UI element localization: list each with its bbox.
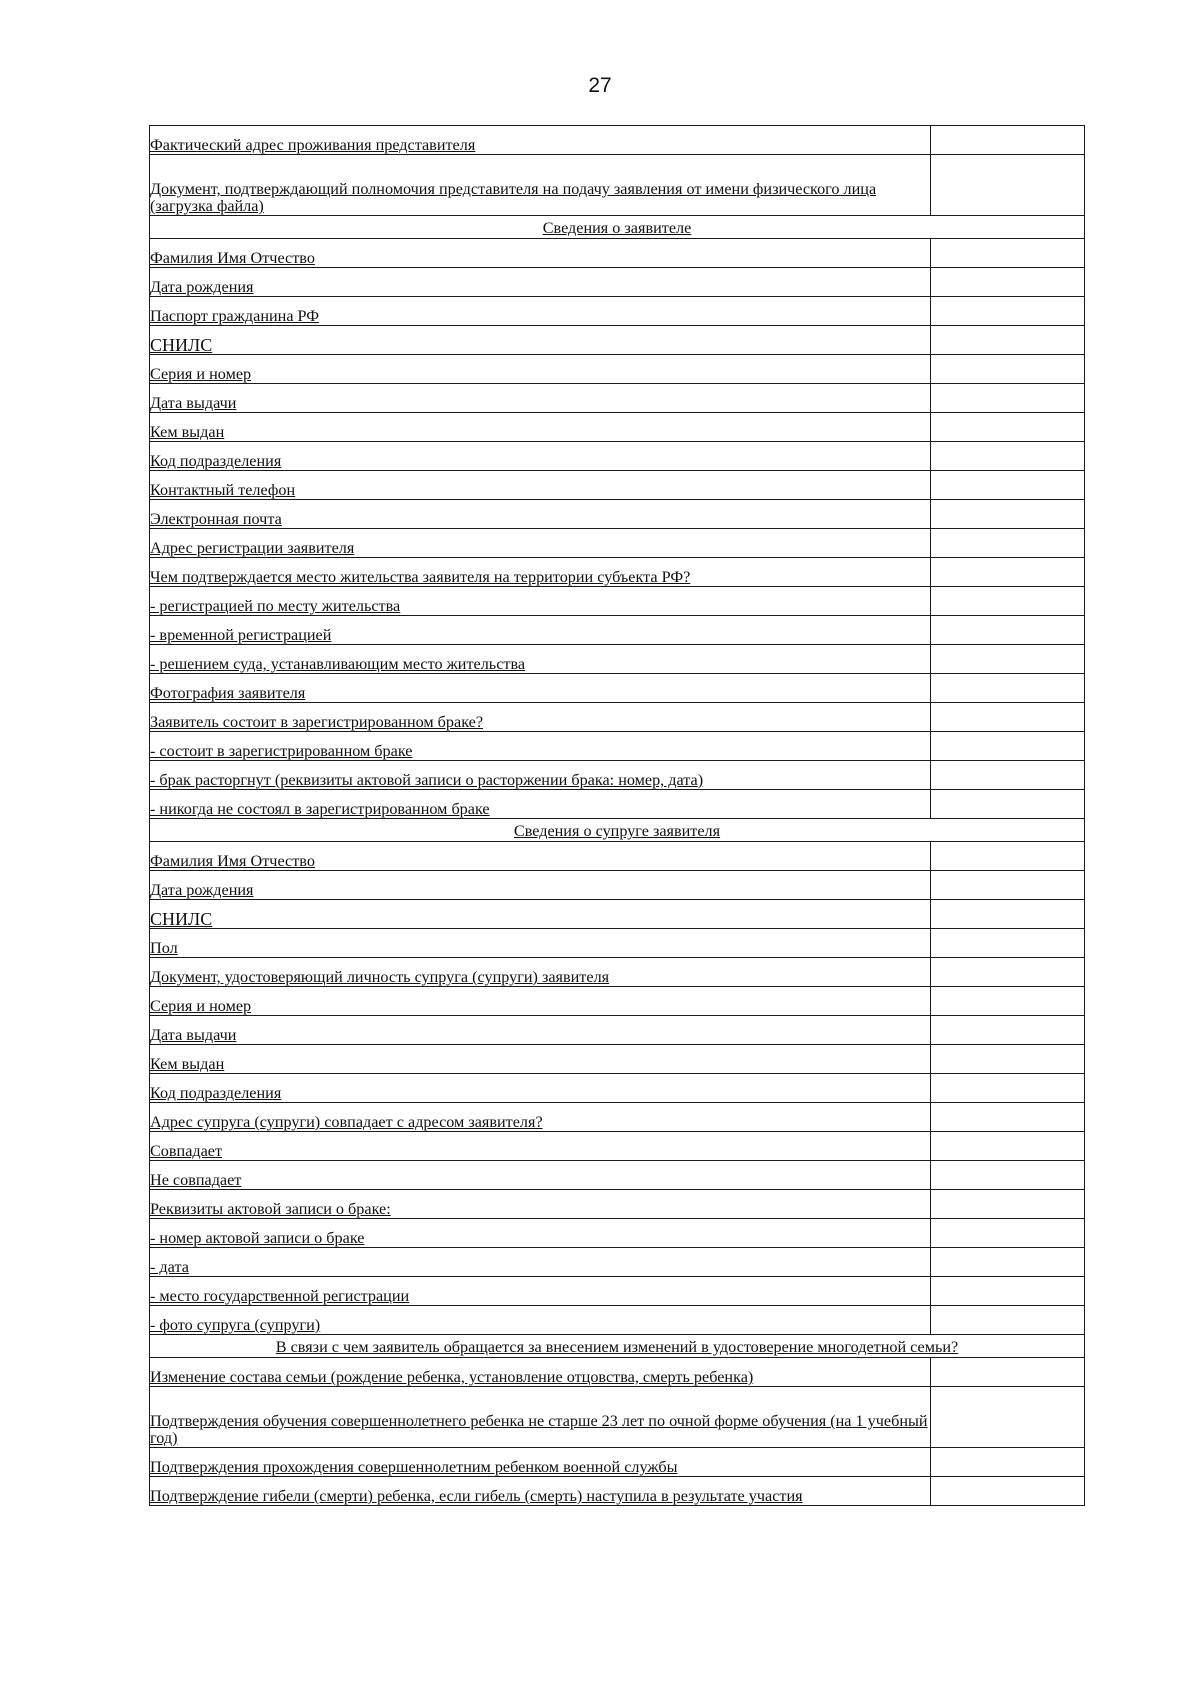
field-value-cell[interactable] xyxy=(931,900,1085,929)
field-label: Чем подтверждается место жительства заявителя на территории субъекта РФ? xyxy=(150,568,691,586)
field-label-cell xyxy=(150,471,931,500)
application-form-table xyxy=(149,125,1085,1506)
form-row xyxy=(150,500,1085,529)
field-value-cell[interactable] xyxy=(931,1190,1085,1219)
field-label-cell xyxy=(150,900,931,929)
field-label: - дата xyxy=(150,1258,189,1276)
field-value-cell[interactable] xyxy=(931,732,1085,761)
page-number: 27 xyxy=(588,74,612,97)
field-value-cell[interactable] xyxy=(931,1103,1085,1132)
form-row xyxy=(150,761,1085,790)
form-row xyxy=(150,1248,1085,1277)
field-value-cell[interactable] xyxy=(931,355,1085,384)
field-label: Фамилия Имя Отчество xyxy=(150,249,315,267)
field-value-cell[interactable] xyxy=(931,958,1085,987)
field-label: Контактный телефон xyxy=(150,481,296,499)
field-value-cell[interactable] xyxy=(931,987,1085,1016)
field-value-cell[interactable] xyxy=(931,1161,1085,1190)
field-label: - регистрацией по месту жительства xyxy=(150,597,401,615)
field-label-cell xyxy=(150,703,931,732)
field-label: Не совпадает xyxy=(150,1171,242,1189)
field-label: - решением суда, устанавливающим место жительства xyxy=(150,655,526,673)
field-label: Кем выдан xyxy=(150,1055,225,1073)
field-label: Фотография заявителя xyxy=(150,684,306,702)
field-label-cell xyxy=(150,1448,931,1477)
form-row xyxy=(150,239,1085,268)
field-value-cell[interactable] xyxy=(931,268,1085,297)
field-label: Дата рождения xyxy=(150,278,254,296)
field-label: Код подразделения xyxy=(150,452,282,470)
form-row xyxy=(150,1448,1085,1477)
field-label-cell xyxy=(150,1132,931,1161)
field-label-cell xyxy=(150,155,931,216)
field-label: Фактический адрес проживания представителя xyxy=(150,136,476,154)
field-label-cell xyxy=(150,268,931,297)
field-label-cell xyxy=(150,958,931,987)
field-label: Серия и номер xyxy=(150,997,252,1015)
form-row xyxy=(150,1045,1085,1074)
field-label: Пол xyxy=(150,939,178,957)
field-value-cell[interactable] xyxy=(931,413,1085,442)
field-label: Реквизиты актовой записи о браке: xyxy=(150,1200,391,1218)
field-label-cell xyxy=(150,500,931,529)
field-label-cell xyxy=(150,761,931,790)
field-label: - никогда не состоял в зарегистрированном браке xyxy=(150,800,490,818)
form-row xyxy=(150,326,1085,355)
field-value-cell[interactable] xyxy=(931,1448,1085,1477)
field-label: Код подразделения xyxy=(150,1084,282,1102)
field-label: Адрес супруга (супруги) совпадает с адресом заявителя? xyxy=(150,1113,543,1131)
field-value-cell[interactable] xyxy=(931,126,1085,155)
field-label: - номер актовой записи о браке xyxy=(150,1229,365,1247)
field-label: Документ, удостоверяющий личность супруга (супруги) заявителя xyxy=(150,968,610,986)
field-label-cell xyxy=(150,384,931,413)
field-label: - брак расторгнут (реквизиты актовой записи о расторжении брака: номер, дата) xyxy=(150,771,704,789)
field-value-cell[interactable] xyxy=(931,558,1085,587)
form-row xyxy=(150,155,1085,216)
form-row xyxy=(150,645,1085,674)
form-row xyxy=(150,703,1085,732)
field-value-cell[interactable] xyxy=(931,1219,1085,1248)
form-row xyxy=(150,1016,1085,1045)
form-row xyxy=(150,384,1085,413)
field-value-cell[interactable] xyxy=(931,1477,1085,1506)
form-row xyxy=(150,1190,1085,1219)
field-value-cell[interactable] xyxy=(931,587,1085,616)
field-label-cell xyxy=(150,616,931,645)
form-row xyxy=(150,842,1085,871)
field-label-cell xyxy=(150,297,931,326)
field-label-cell xyxy=(150,929,931,958)
form-row xyxy=(150,297,1085,326)
form-row xyxy=(150,558,1085,587)
field-label-cell xyxy=(150,1219,931,1248)
field-label-cell xyxy=(150,558,931,587)
field-label-cell xyxy=(150,674,931,703)
form-row xyxy=(150,900,1085,929)
field-label: - место государственной регистрации xyxy=(150,1287,410,1305)
field-label-cell xyxy=(150,239,931,268)
field-label: Заявитель состоит в зарегистрированном браке? xyxy=(150,713,484,731)
form-row xyxy=(150,732,1085,761)
form-row xyxy=(150,471,1085,500)
form-row xyxy=(150,871,1085,900)
field-value-cell[interactable] xyxy=(931,761,1085,790)
field-label: Серия и номер xyxy=(150,365,252,383)
field-label: СНИЛС xyxy=(150,335,213,355)
field-value-cell[interactable] xyxy=(931,1074,1085,1103)
field-label: Документ, подтверждающий полномочия представителя на подачу заявления от имени физического лица (загрузка файла) xyxy=(150,180,877,215)
form-row xyxy=(150,1074,1085,1103)
field-label-cell xyxy=(150,126,931,155)
field-label-cell xyxy=(150,587,931,616)
field-value-cell[interactable] xyxy=(931,1358,1085,1387)
field-label: - временной регистрацией xyxy=(150,626,332,644)
field-value-cell[interactable] xyxy=(931,871,1085,900)
field-label-cell xyxy=(150,871,931,900)
form-row xyxy=(150,1387,1085,1448)
form-row xyxy=(150,268,1085,297)
field-label-cell xyxy=(150,1358,931,1387)
field-value-cell[interactable] xyxy=(931,703,1085,732)
field-label: Электронная почта xyxy=(150,510,282,528)
field-label-cell xyxy=(150,790,931,819)
form-row xyxy=(150,413,1085,442)
field-value-cell[interactable] xyxy=(931,297,1085,326)
field-value-cell[interactable] xyxy=(931,616,1085,645)
section-header-row xyxy=(150,1335,1085,1358)
section-header-row xyxy=(150,216,1085,239)
form-row xyxy=(150,126,1085,155)
field-label-cell xyxy=(150,842,931,871)
field-value-cell[interactable] xyxy=(931,1306,1085,1335)
field-label-cell xyxy=(150,1277,931,1306)
form-row xyxy=(150,1161,1085,1190)
form-row xyxy=(150,958,1085,987)
field-label-cell xyxy=(150,1074,931,1103)
field-label: Подтверждения обучения совершеннолетнего ребенка не старше 23 лет по очной форме обучения (на 1 учебный год) xyxy=(150,1412,928,1447)
section-header: В связи с чем заявитель обращается за внесением изменений в удостоверение многодетной семьи? xyxy=(150,1335,1085,1358)
field-label: - фото супруга (супруги) xyxy=(150,1316,321,1334)
form-row xyxy=(150,442,1085,471)
field-value-cell[interactable] xyxy=(931,155,1085,216)
field-label-cell xyxy=(150,1016,931,1045)
field-label: Подтверждения прохождения совершеннолетним ребенком военной службы xyxy=(150,1458,678,1476)
field-label-cell xyxy=(150,1103,931,1132)
section-header: Сведения о заявителе xyxy=(150,216,1085,239)
field-value-cell[interactable] xyxy=(931,1132,1085,1161)
field-label-cell xyxy=(150,1306,931,1335)
field-value-cell[interactable] xyxy=(931,842,1085,871)
form-row xyxy=(150,1306,1085,1335)
field-value-cell[interactable] xyxy=(931,239,1085,268)
form-row xyxy=(150,1219,1085,1248)
form-row xyxy=(150,929,1085,958)
field-label: - состоит в зарегистрированном браке xyxy=(150,742,413,760)
field-label-cell xyxy=(150,442,931,471)
field-label-cell xyxy=(150,1387,931,1448)
form-row xyxy=(150,790,1085,819)
form-row xyxy=(150,1103,1085,1132)
field-value-cell[interactable] xyxy=(931,674,1085,703)
field-value-cell[interactable] xyxy=(931,326,1085,355)
field-label-cell xyxy=(150,413,931,442)
field-label-cell xyxy=(150,645,931,674)
field-label-cell xyxy=(150,732,931,761)
field-label: Кем выдан xyxy=(150,423,225,441)
field-label: Дата выдачи xyxy=(150,394,237,412)
field-label-cell xyxy=(150,987,931,1016)
field-value-cell[interactable] xyxy=(931,500,1085,529)
field-value-cell[interactable] xyxy=(931,790,1085,819)
section-header: Сведения о супруге заявителя xyxy=(150,819,1085,842)
field-label-cell xyxy=(150,529,931,558)
form-row xyxy=(150,616,1085,645)
field-value-cell[interactable] xyxy=(931,529,1085,558)
field-label-cell xyxy=(150,1161,931,1190)
field-label: Дата выдачи xyxy=(150,1026,237,1044)
field-label-cell xyxy=(150,1477,931,1506)
field-label: Паспорт гражданина РФ xyxy=(150,307,320,325)
field-label: Дата рождения xyxy=(150,881,254,899)
field-value-cell[interactable] xyxy=(931,384,1085,413)
form-row xyxy=(150,1132,1085,1161)
field-label: СНИЛС xyxy=(150,909,213,929)
field-value-cell[interactable] xyxy=(931,442,1085,471)
field-value-cell[interactable] xyxy=(931,1248,1085,1277)
form-row xyxy=(150,1358,1085,1387)
field-value-cell[interactable] xyxy=(931,1016,1085,1045)
form-row xyxy=(150,1477,1085,1506)
field-label: Совпадает xyxy=(150,1142,223,1160)
field-value-cell[interactable] xyxy=(931,645,1085,674)
field-label: Фамилия Имя Отчество xyxy=(150,852,315,870)
field-label-cell xyxy=(150,326,931,355)
section-header-row xyxy=(150,819,1085,842)
form-body xyxy=(150,126,1085,1506)
field-label-cell xyxy=(150,1190,931,1219)
form-row xyxy=(150,674,1085,703)
field-value-cell[interactable] xyxy=(931,929,1085,958)
field-label-cell xyxy=(150,1248,931,1277)
field-value-cell[interactable] xyxy=(931,1045,1085,1074)
field-label: Адрес регистрации заявителя xyxy=(150,539,355,557)
field-value-cell[interactable] xyxy=(931,471,1085,500)
form-row xyxy=(150,355,1085,384)
form-row xyxy=(150,1277,1085,1306)
field-label-cell xyxy=(150,1045,931,1074)
field-label: Изменение состава семьи (рождение ребенка, установление отцовства, смерть ребенка) xyxy=(150,1368,754,1386)
form-row xyxy=(150,987,1085,1016)
form-row xyxy=(150,529,1085,558)
form-row xyxy=(150,587,1085,616)
field-label-cell xyxy=(150,355,931,384)
field-value-cell[interactable] xyxy=(931,1387,1085,1448)
field-label: Подтверждение гибели (смерти) ребенка, если гибель (смерть) наступила в результате участия xyxy=(150,1487,803,1505)
field-value-cell[interactable] xyxy=(931,1277,1085,1306)
